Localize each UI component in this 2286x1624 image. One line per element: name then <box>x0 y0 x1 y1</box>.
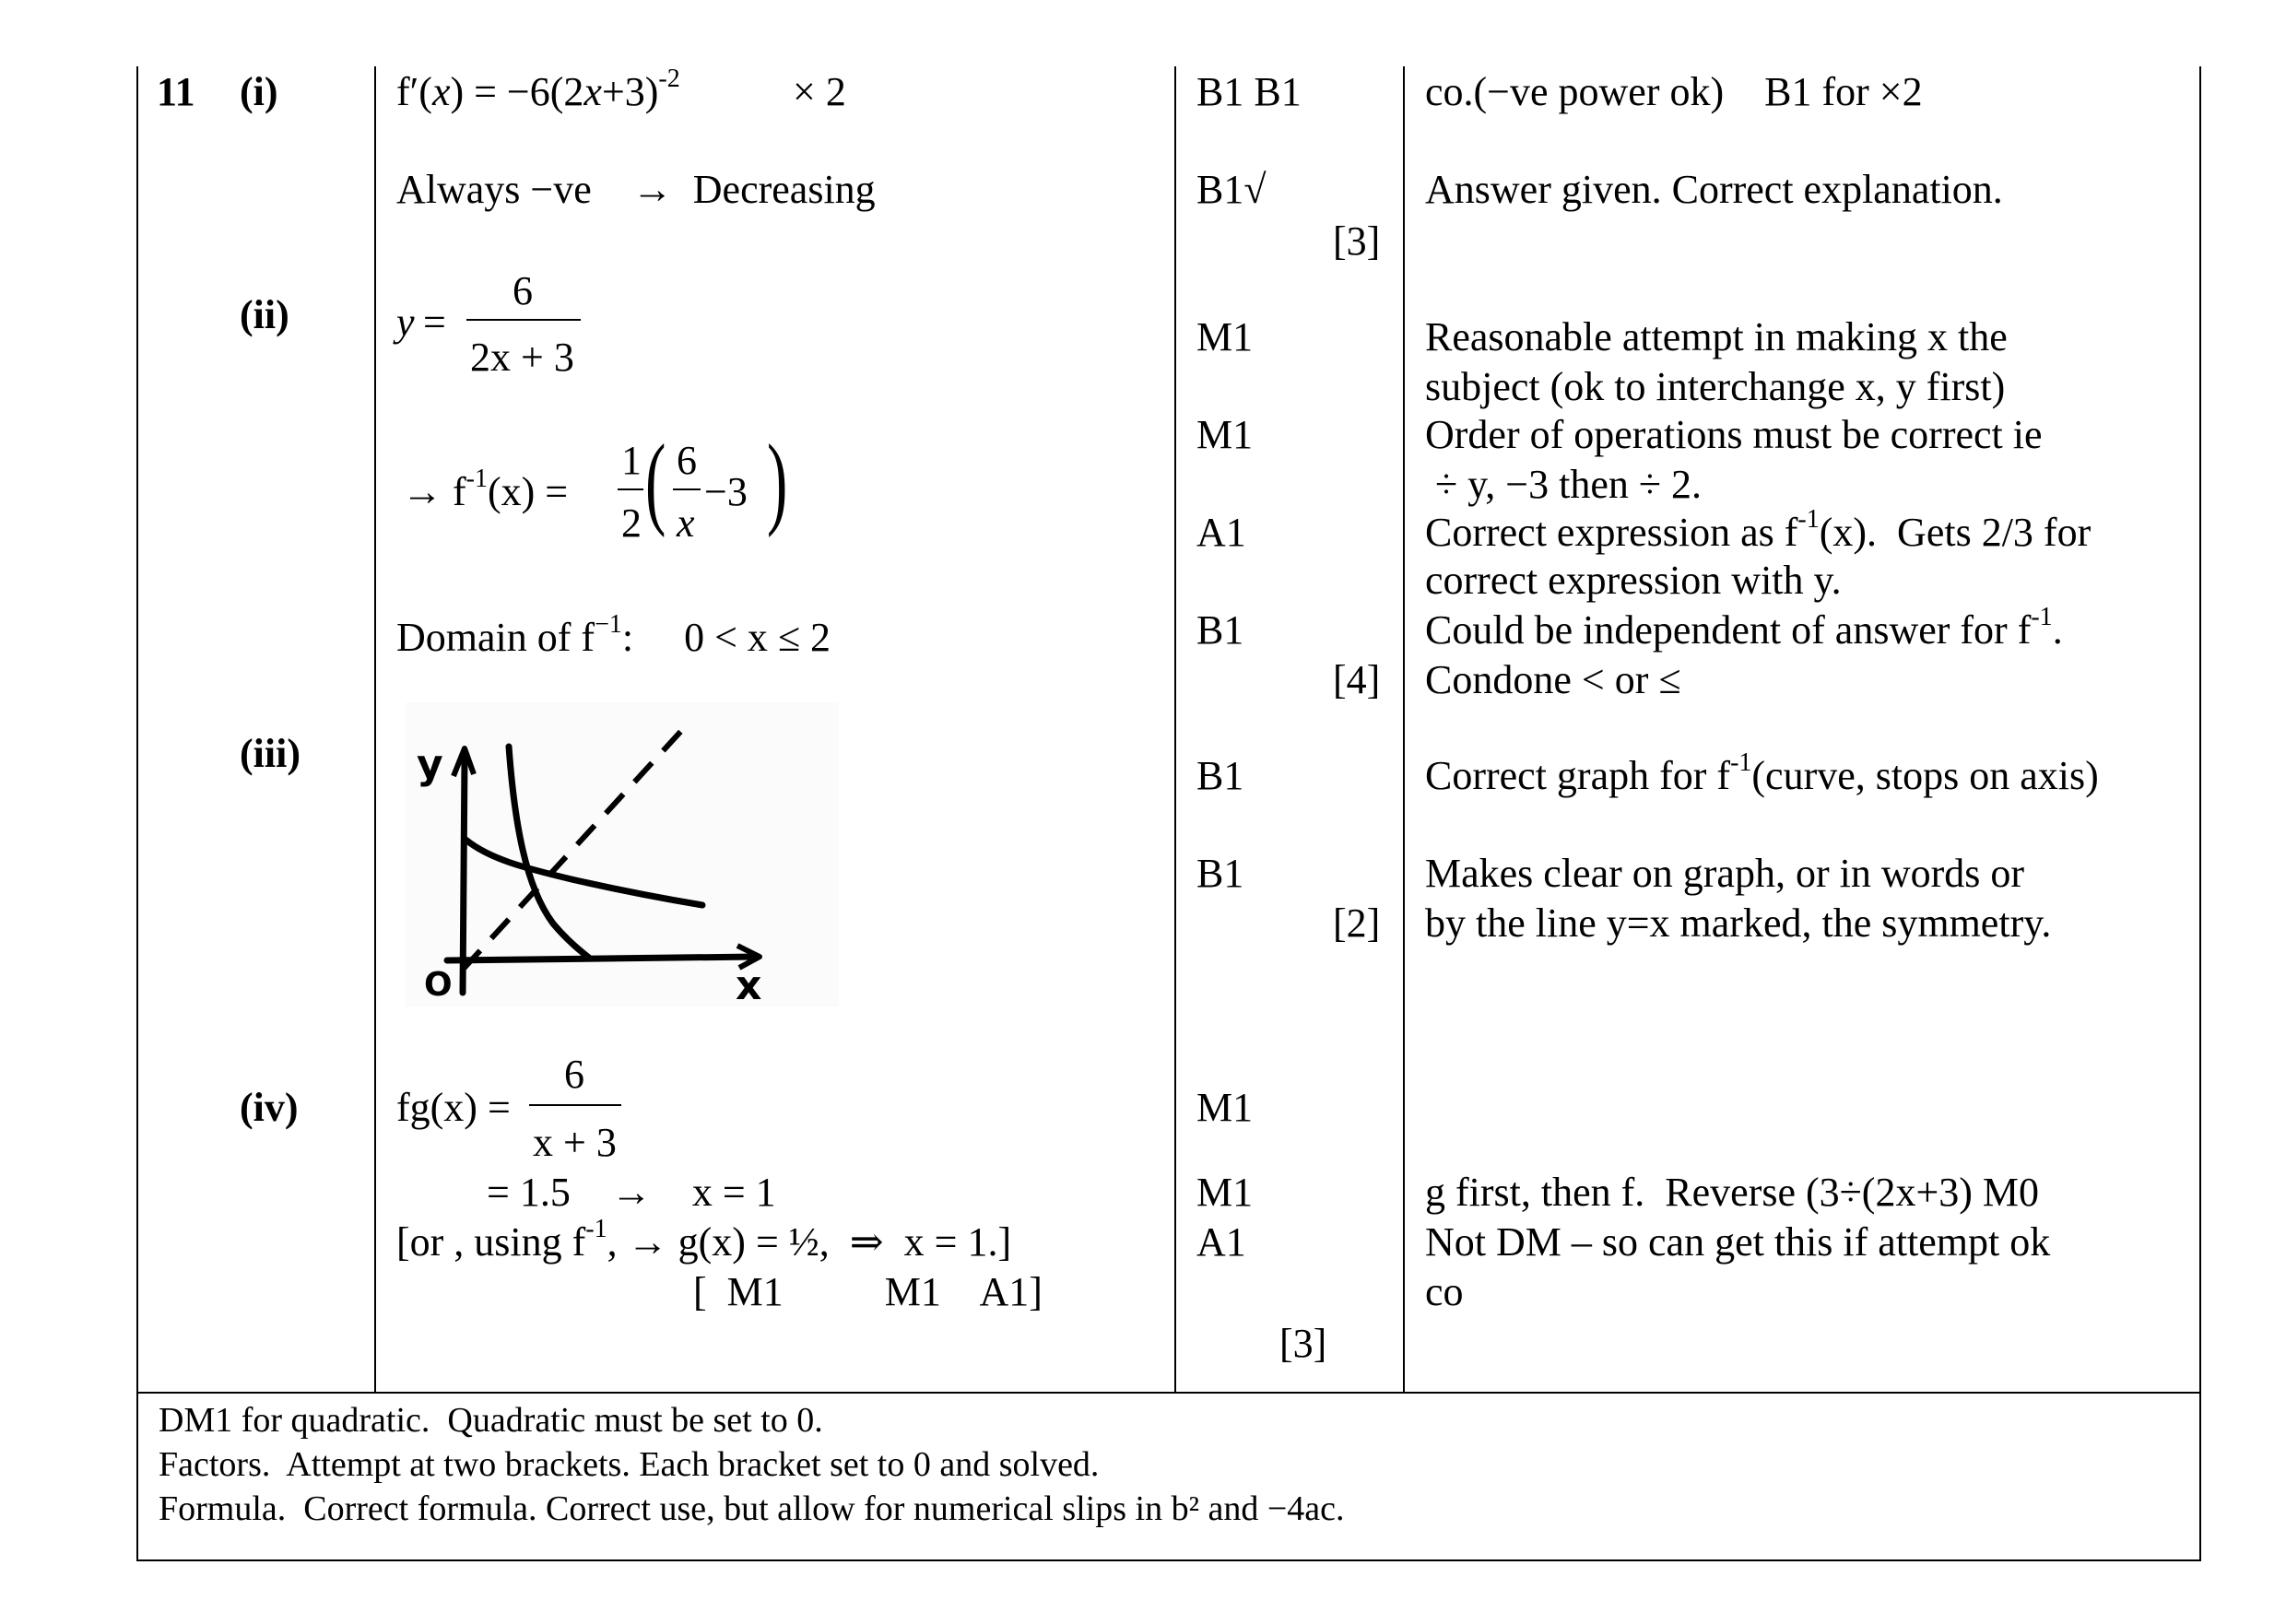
mark-iv-total: [3] <box>1279 1321 1327 1366</box>
graph-x-label: x <box>736 962 762 1006</box>
note-i-1: co.(−ve power ok) B1 for ×2 <box>1425 69 1923 114</box>
note-ii-5: Correct expression as $f^{-1}(x)$. Gets 2/3 for <box>1425 505 2092 555</box>
table-right-border <box>2199 66 2201 1561</box>
half-bar <box>618 488 643 490</box>
half-denominator: 2 <box>621 500 642 546</box>
footer-line-1: DM1 for quadratic. Quadratic must be set to 0. <box>159 1401 823 1440</box>
fg-denominator: x + 3 <box>533 1120 617 1165</box>
solution-line: = 1.5 → x = 1 <box>487 1170 776 1215</box>
derivative-expression: $f'(x) = -6(2x+3)^{-2}$ <box>396 65 680 114</box>
footer-line-3: Formula. Correct formula. Correct use, but allow for numerical slips in b² and −4ac. <box>159 1489 1345 1528</box>
footer-line-2: Factors. Attempt at two brackets. Each bracket set to 0 and solved. <box>159 1445 1100 1484</box>
mark-iv-3: A1 <box>1196 1219 1246 1265</box>
inner-numerator: 6 <box>677 438 697 483</box>
note-iv-3: co <box>1425 1269 1464 1314</box>
mark-iii-total: [2] <box>1333 900 1381 946</box>
part-label-iii: (iii) <box>240 731 300 776</box>
note-ii-4: ÷ y, −3 then ÷ 2. <box>1425 462 1703 507</box>
note-ii-2: subject (ok to interchange x, y first) <box>1425 364 2006 409</box>
note-iv-2: Not DM – so can get this if attempt ok <box>1425 1219 2051 1265</box>
note-iii-1: Correct graph for $f^{-1}(curve$, stops on axis) <box>1425 748 2099 798</box>
left-paren: ( <box>645 424 666 538</box>
part-label-iv: (iv) <box>240 1085 299 1130</box>
right-paren: ) <box>767 424 788 538</box>
half-numerator: 1 <box>621 438 642 483</box>
part-label-i: (i) <box>240 69 278 114</box>
equals-sign: = <box>413 300 446 345</box>
note-iii-3: by the line y=x marked, the symmetry. <box>1425 900 2052 946</box>
note-ii-8: Condone < or ≤ <box>1425 657 1681 702</box>
inner-bar <box>673 488 701 490</box>
fg-fraction-bar <box>529 1104 621 1106</box>
mark-i-1: B1 B1 <box>1196 69 1302 114</box>
decreasing-statement: Always −ve → Decreasing <box>396 167 876 212</box>
note-i-2: Answer given. Correct explanation. <box>1425 167 2003 212</box>
fg-numerator: 6 <box>564 1052 584 1097</box>
alternative-marks: [ M1 M1 A1] <box>693 1269 1043 1314</box>
alternative-method: [or , using $f^{-1}$, → g(x) = ½, ⇒ x = 1.] <box>396 1215 1012 1265</box>
mark-i-total: [3] <box>1333 218 1381 264</box>
note-ii-3: Order of operations must be correct ie <box>1425 412 2043 457</box>
table-left-border <box>136 66 138 1561</box>
question-number: 11 <box>157 69 195 114</box>
note-ii-7: Could be independent of answer for $f^{-1}$. <box>1425 603 2063 653</box>
note-iii-2: Makes clear on graph, or in words or <box>1425 851 2025 896</box>
domain-statement: Domain of $f^{-1}$: 0 < x ≤ 2 <box>396 610 831 660</box>
mark-iii-1: B1 <box>1196 753 1244 798</box>
note-ii-6: correct expression with y. <box>1425 558 1842 603</box>
mark-iv-2: M1 <box>1196 1170 1254 1215</box>
minus-three: −3 <box>704 469 748 514</box>
footer-divider <box>136 1392 2201 1394</box>
mark-ii-total: [4] <box>1333 657 1381 702</box>
times-two: × 2 <box>793 69 846 114</box>
inner-denominator: x <box>677 500 695 546</box>
mark-ii-4: B1 <box>1196 607 1244 653</box>
inverse-arrow: → $f^{-1}(x)$ = <box>402 465 569 514</box>
notes-column-divider <box>1403 66 1405 1394</box>
answer-column-divider <box>374 66 376 1394</box>
fraction-numerator: 6 <box>513 268 533 313</box>
mark-ii-3: A1 <box>1196 510 1246 555</box>
graph-origin-label: O <box>424 966 453 1004</box>
fg-label: fg(x) = <box>396 1085 511 1130</box>
mark-iii-2: B1 <box>1196 851 1244 896</box>
fraction-bar <box>466 319 581 321</box>
x-axis <box>447 957 756 960</box>
mark-ii-1: M1 <box>1196 314 1254 359</box>
mark-iv-1: M1 <box>1196 1085 1254 1130</box>
note-ii-1: Reasonable attempt in making x the <box>1425 314 2008 359</box>
table-bottom-border <box>136 1559 2201 1561</box>
sketch-graph <box>406 702 839 1006</box>
note-iv-1: g first, then f. Reverse (3÷(2x+3) M0 <box>1425 1170 2040 1215</box>
part-label-ii: (ii) <box>240 292 289 337</box>
mark-i-2: B1√ <box>1196 167 1267 212</box>
y-variable: y <box>396 300 415 345</box>
graph-y-label: y <box>417 741 443 788</box>
fraction-denominator: 2x + 3 <box>470 335 574 380</box>
marks-column-divider <box>1174 66 1176 1394</box>
mark-ii-2: M1 <box>1196 412 1254 457</box>
